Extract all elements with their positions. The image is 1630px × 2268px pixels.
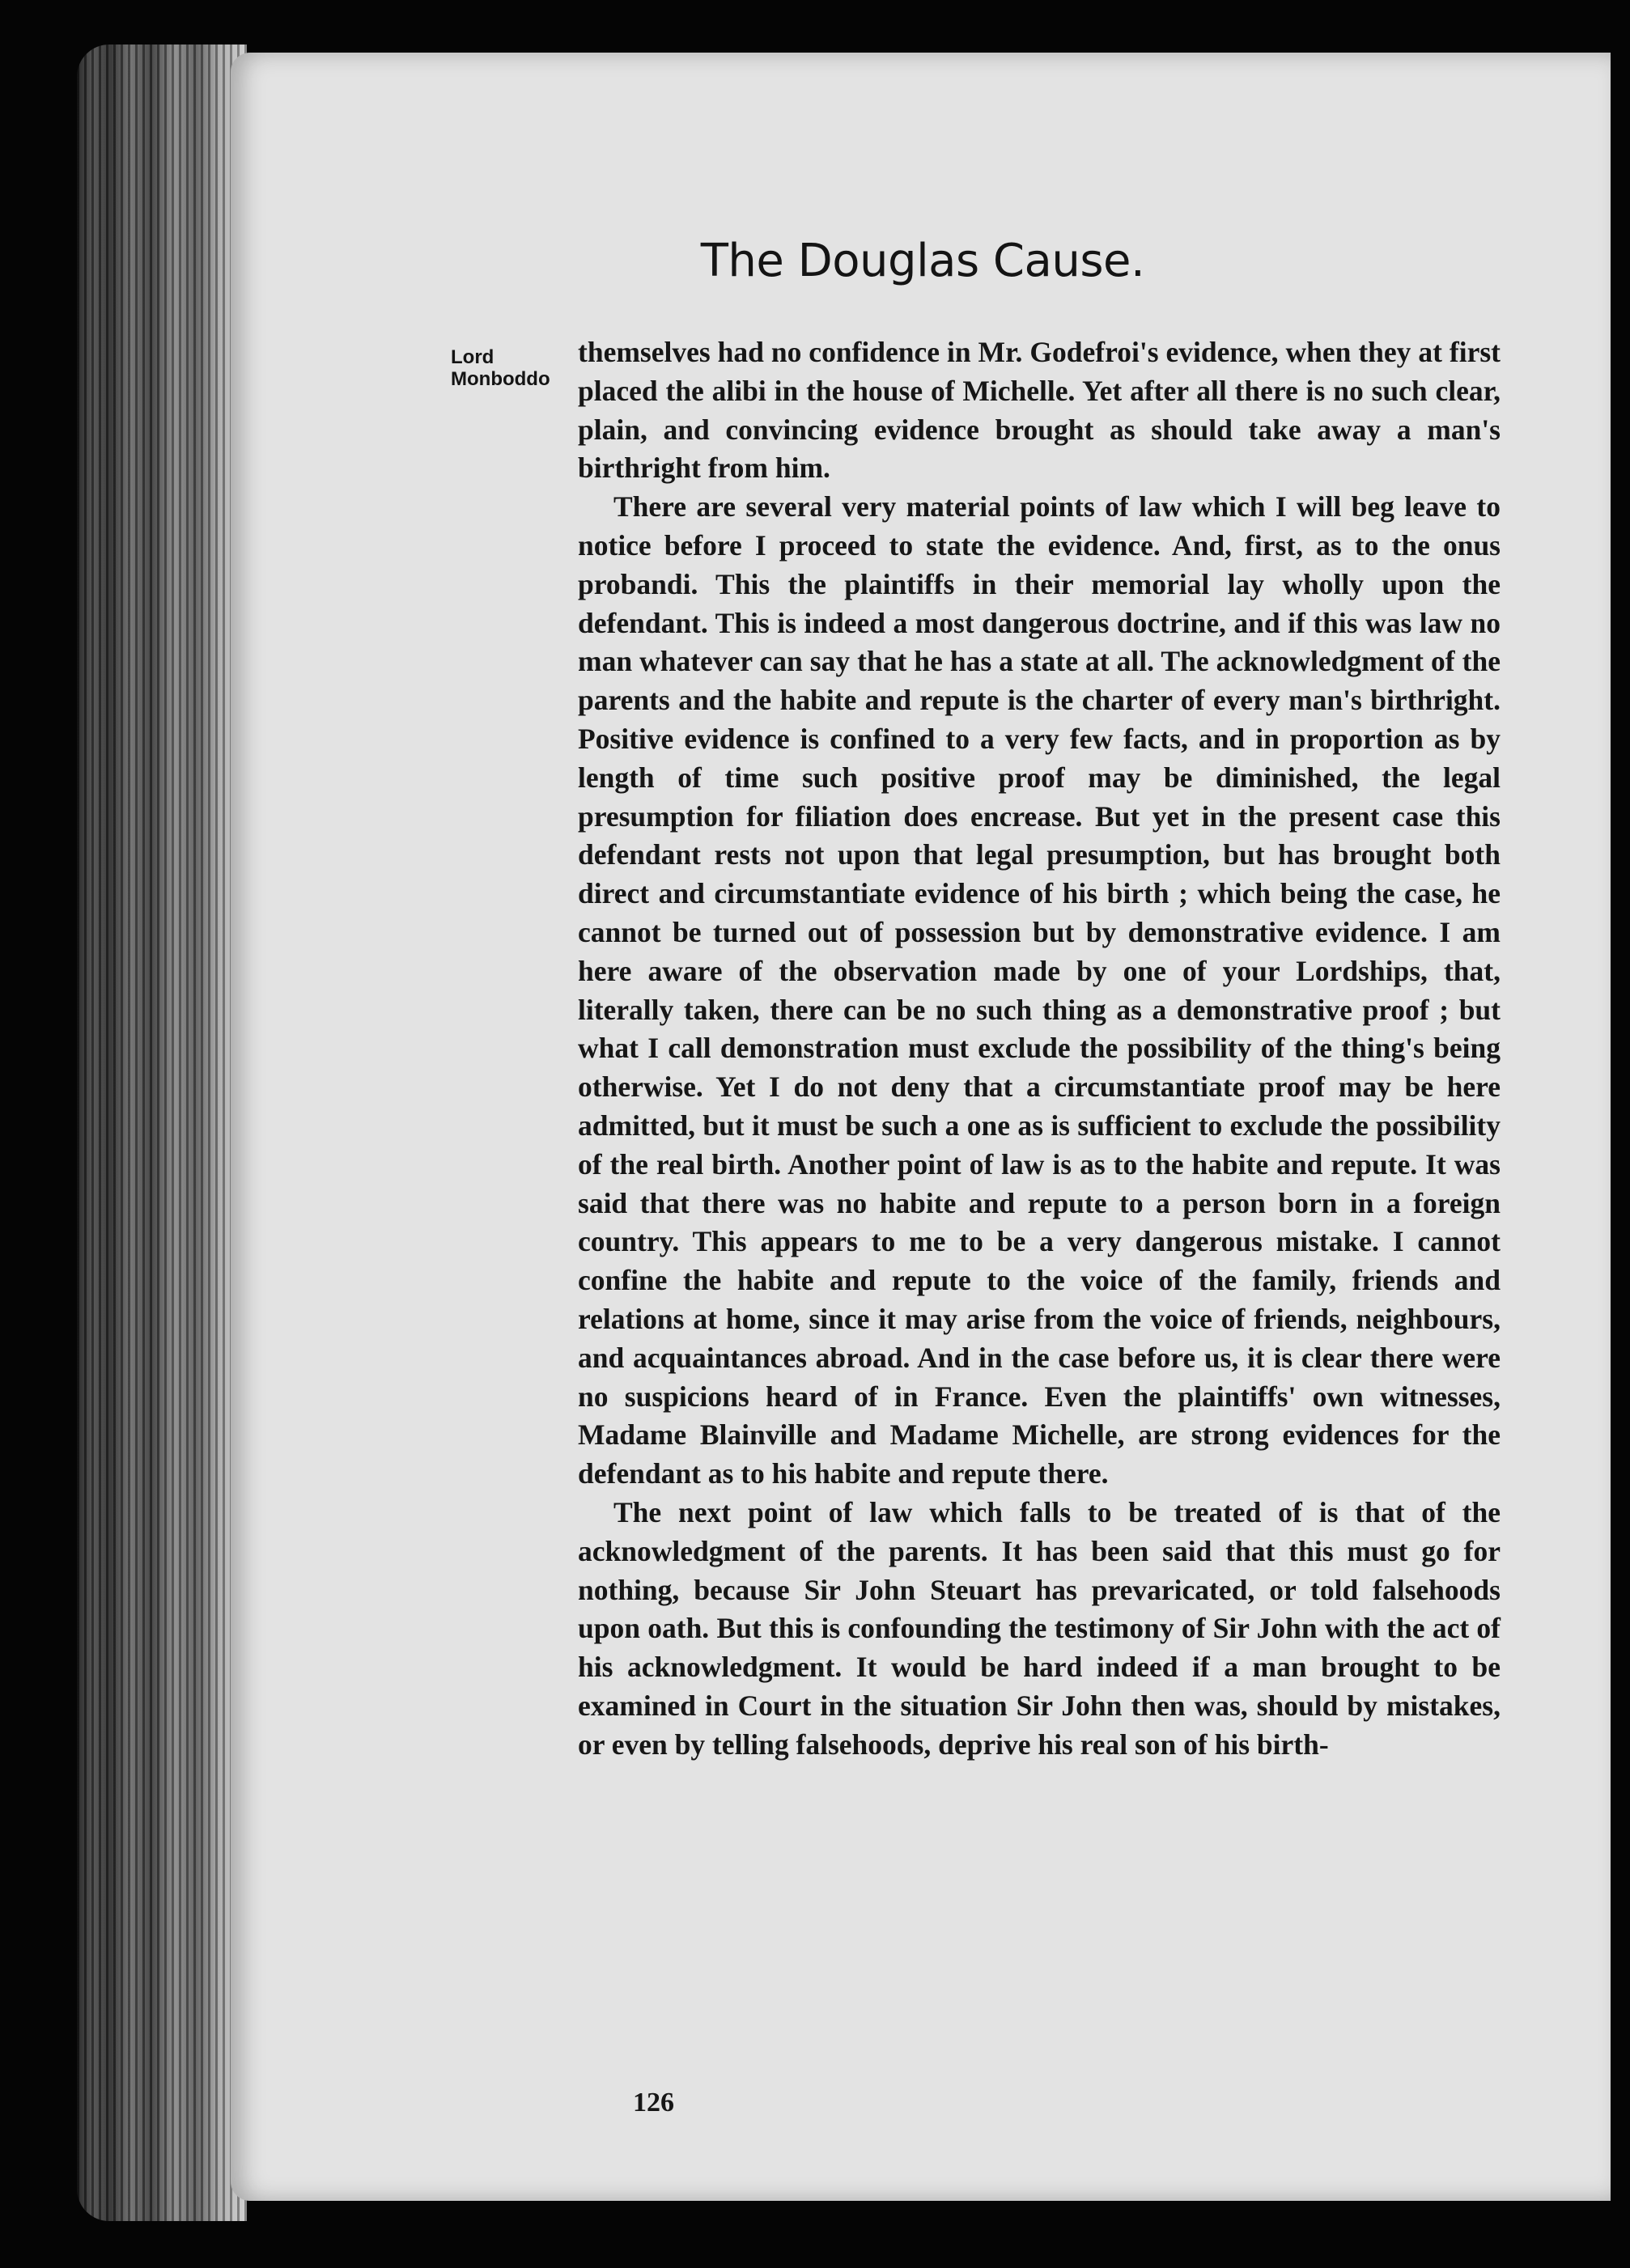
paragraph: The next point of law which falls to be treated of is that of the acknowledgment of the parents. It has been said that this must go for nothing, because Sir John Steuart has prevaricated, or told falsehoods upon oath. But this is confounding the testimony of Sir John with the act of his acknowledgment. It would be hard indeed if a man brought to be examined in Court in the situation Sir John then was, should by mistakes, or even by telling falsehoods, deprive his real son of his birth- <box>578 1495 1501 1761</box>
book-edge <box>77 45 247 2221</box>
paragraph: themselves had no confidence in Mr. Godefroi's evidence, when they at first placed the alibi in the house of Michelle. Yet after all there is no such clear, plain, and convincing evidence brought as should take away a man's birthright from him. <box>578 336 1501 485</box>
body-text <box>578 333 1501 1764</box>
side-note <box>451 346 550 390</box>
side-note-line: Lord <box>451 346 495 368</box>
page-number: 126 <box>633 2088 674 2118</box>
side-note-line: Monboddo <box>451 368 550 390</box>
paragraph: There are several very material points of law which I will beg leave to notice before I proceed to state the evidence. And, first, as to the onus probandi. This the plaintiffs in their memorial lay wholly upon the defendant. This is indeed a most dangerous doctrine, and if this was law no man whatever can say that he has a state at all. The acknowledgment of the parents and the habite and repute is the charter of every man's birthright. Positive evidence is confined to a very few facts, and in proportion as by length of time such positive proof may be diminished, the legal presumption for filiation does encrease. But yet in the present case this defendant rests not upon that legal presumption, but has brought both direct and circumstantiate evidence of his birth ; which being the case, he cannot be turned out of possession but by demonstrative evidence. I am here aware of the observation made by one of your Lordships, that, literally taken, there can be no such thing as a demonstrative proof ; but what I call demonstration must exclude the possibility of the thing's being otherwise. Yet I do not deny that a circumstantiate proof may be here admitted, but it must be such a one as is sufficient to exclude the possibility of the real birth. Another point of law is as to the habite and repute. It was said that there was no habite and repute to a person born in a foreign country. This appears to me to be a very dangerous mistake. I cannot confine the habite and repute to the voice of the family, friends and relations at home, since it may arise from the voice of friends, neighbours, and acquaintances abroad. And in the case before us, it is clear there were no suspicions heard of in France. Even the plaintiffs' own witnesses, Madame Blainville and Madame Michelle, are strong evidences for the defendant as to his habite and repute there. <box>578 490 1501 1490</box>
running-title: The Douglas Cause. <box>700 235 1145 287</box>
